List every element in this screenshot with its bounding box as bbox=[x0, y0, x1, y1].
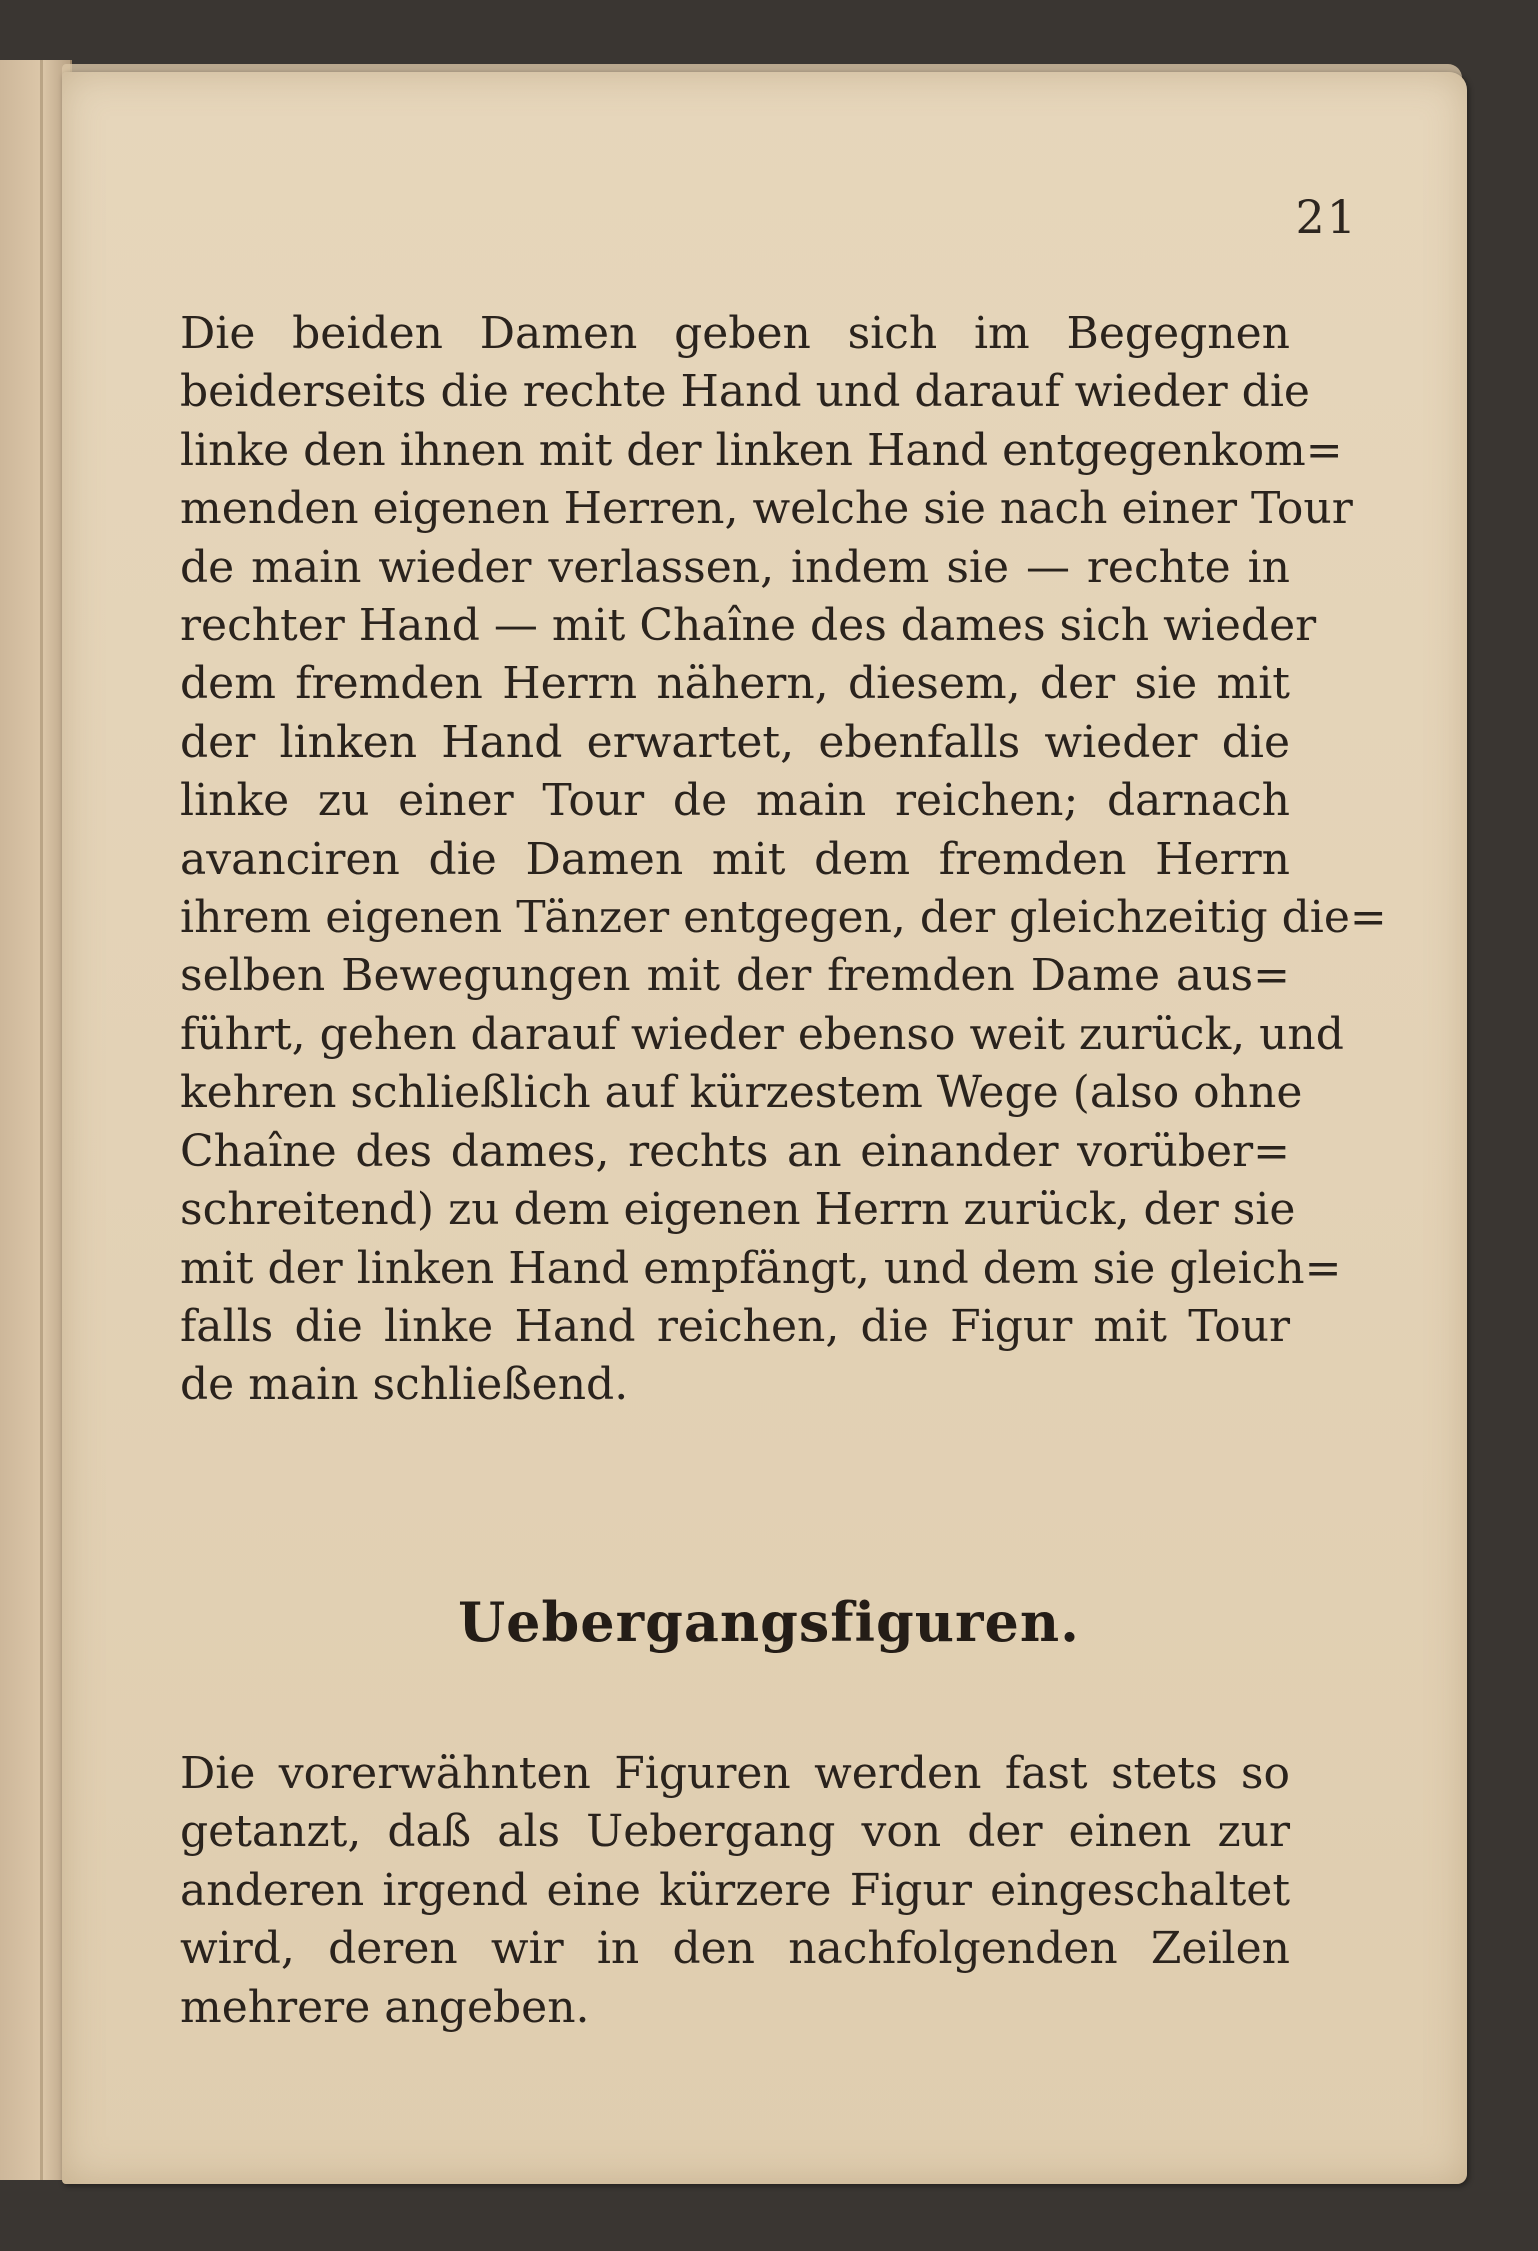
text-line: wird, deren wir in den nachfolgenden Zeilen bbox=[180, 1923, 1290, 1975]
text-line: führt, gehen darauf wieder ebenso weit zurück, und bbox=[180, 1008, 1344, 1060]
text-line: schreitend) zu dem eigenen Herrn zurück, der sie bbox=[180, 1184, 1296, 1236]
text-line: linke den ihnen mit der linken Hand entgegenkom= bbox=[180, 424, 1343, 476]
text-line: avanciren die Damen mit dem fremden Herrn bbox=[180, 833, 1290, 885]
section-heading: Uebergangsfiguren. bbox=[458, 1590, 1080, 1654]
text-line: selben Bewegungen mit der fremden Dame aus= bbox=[180, 950, 1290, 1002]
text-line: getanzt, daß als Uebergang von der einen zur bbox=[180, 1806, 1290, 1858]
text-line: mit der linken Hand empfängt, und dem sie gleich= bbox=[180, 1242, 1342, 1294]
text-line: menden eigenen Herren, welche sie nach einer Tour bbox=[180, 483, 1353, 535]
text-line: beiderseits die rechte Hand und darauf wieder die bbox=[180, 366, 1310, 418]
text-line: Die beiden Damen geben sich im Begegnen bbox=[180, 308, 1290, 359]
text-line: Chaîne des dames, rechts an einander vorüber= bbox=[180, 1125, 1290, 1177]
text-line: linke zu einer Tour de main reichen; darnach bbox=[180, 775, 1290, 827]
paragraph-1 bbox=[180, 305, 1387, 1415]
text-line: Die vorerwähnten Figuren werden fast stets so bbox=[180, 1748, 1290, 1799]
text-line: der linken Hand erwartet, ebenfalls wieder die bbox=[180, 716, 1290, 768]
paragraph-2 bbox=[180, 1745, 1290, 2037]
page-number: 21 bbox=[1295, 190, 1358, 244]
text-line: kehren schließlich auf kürzestem Wege (also ohne bbox=[180, 1067, 1303, 1119]
text-line: dem fremden Herrn nähern, diesem, der sie mit bbox=[180, 658, 1290, 710]
text-line: de main schließend. bbox=[180, 1359, 629, 1411]
text-line: anderen irgend eine kürzere Figur eingeschaltet bbox=[180, 1864, 1290, 1916]
text-line: de main wieder verlassen, indem sie — rechte in bbox=[180, 541, 1290, 593]
text-line: falls die linke Hand reichen, die Figur mit Tour bbox=[180, 1300, 1290, 1352]
text-line: rechter Hand — mit Chaîne des dames sich wieder bbox=[180, 600, 1317, 652]
text-line: ihrem eigenen Tänzer entgegen, der gleichzeitig die= bbox=[180, 892, 1387, 944]
text-line: mehrere angeben. bbox=[180, 1981, 590, 2033]
